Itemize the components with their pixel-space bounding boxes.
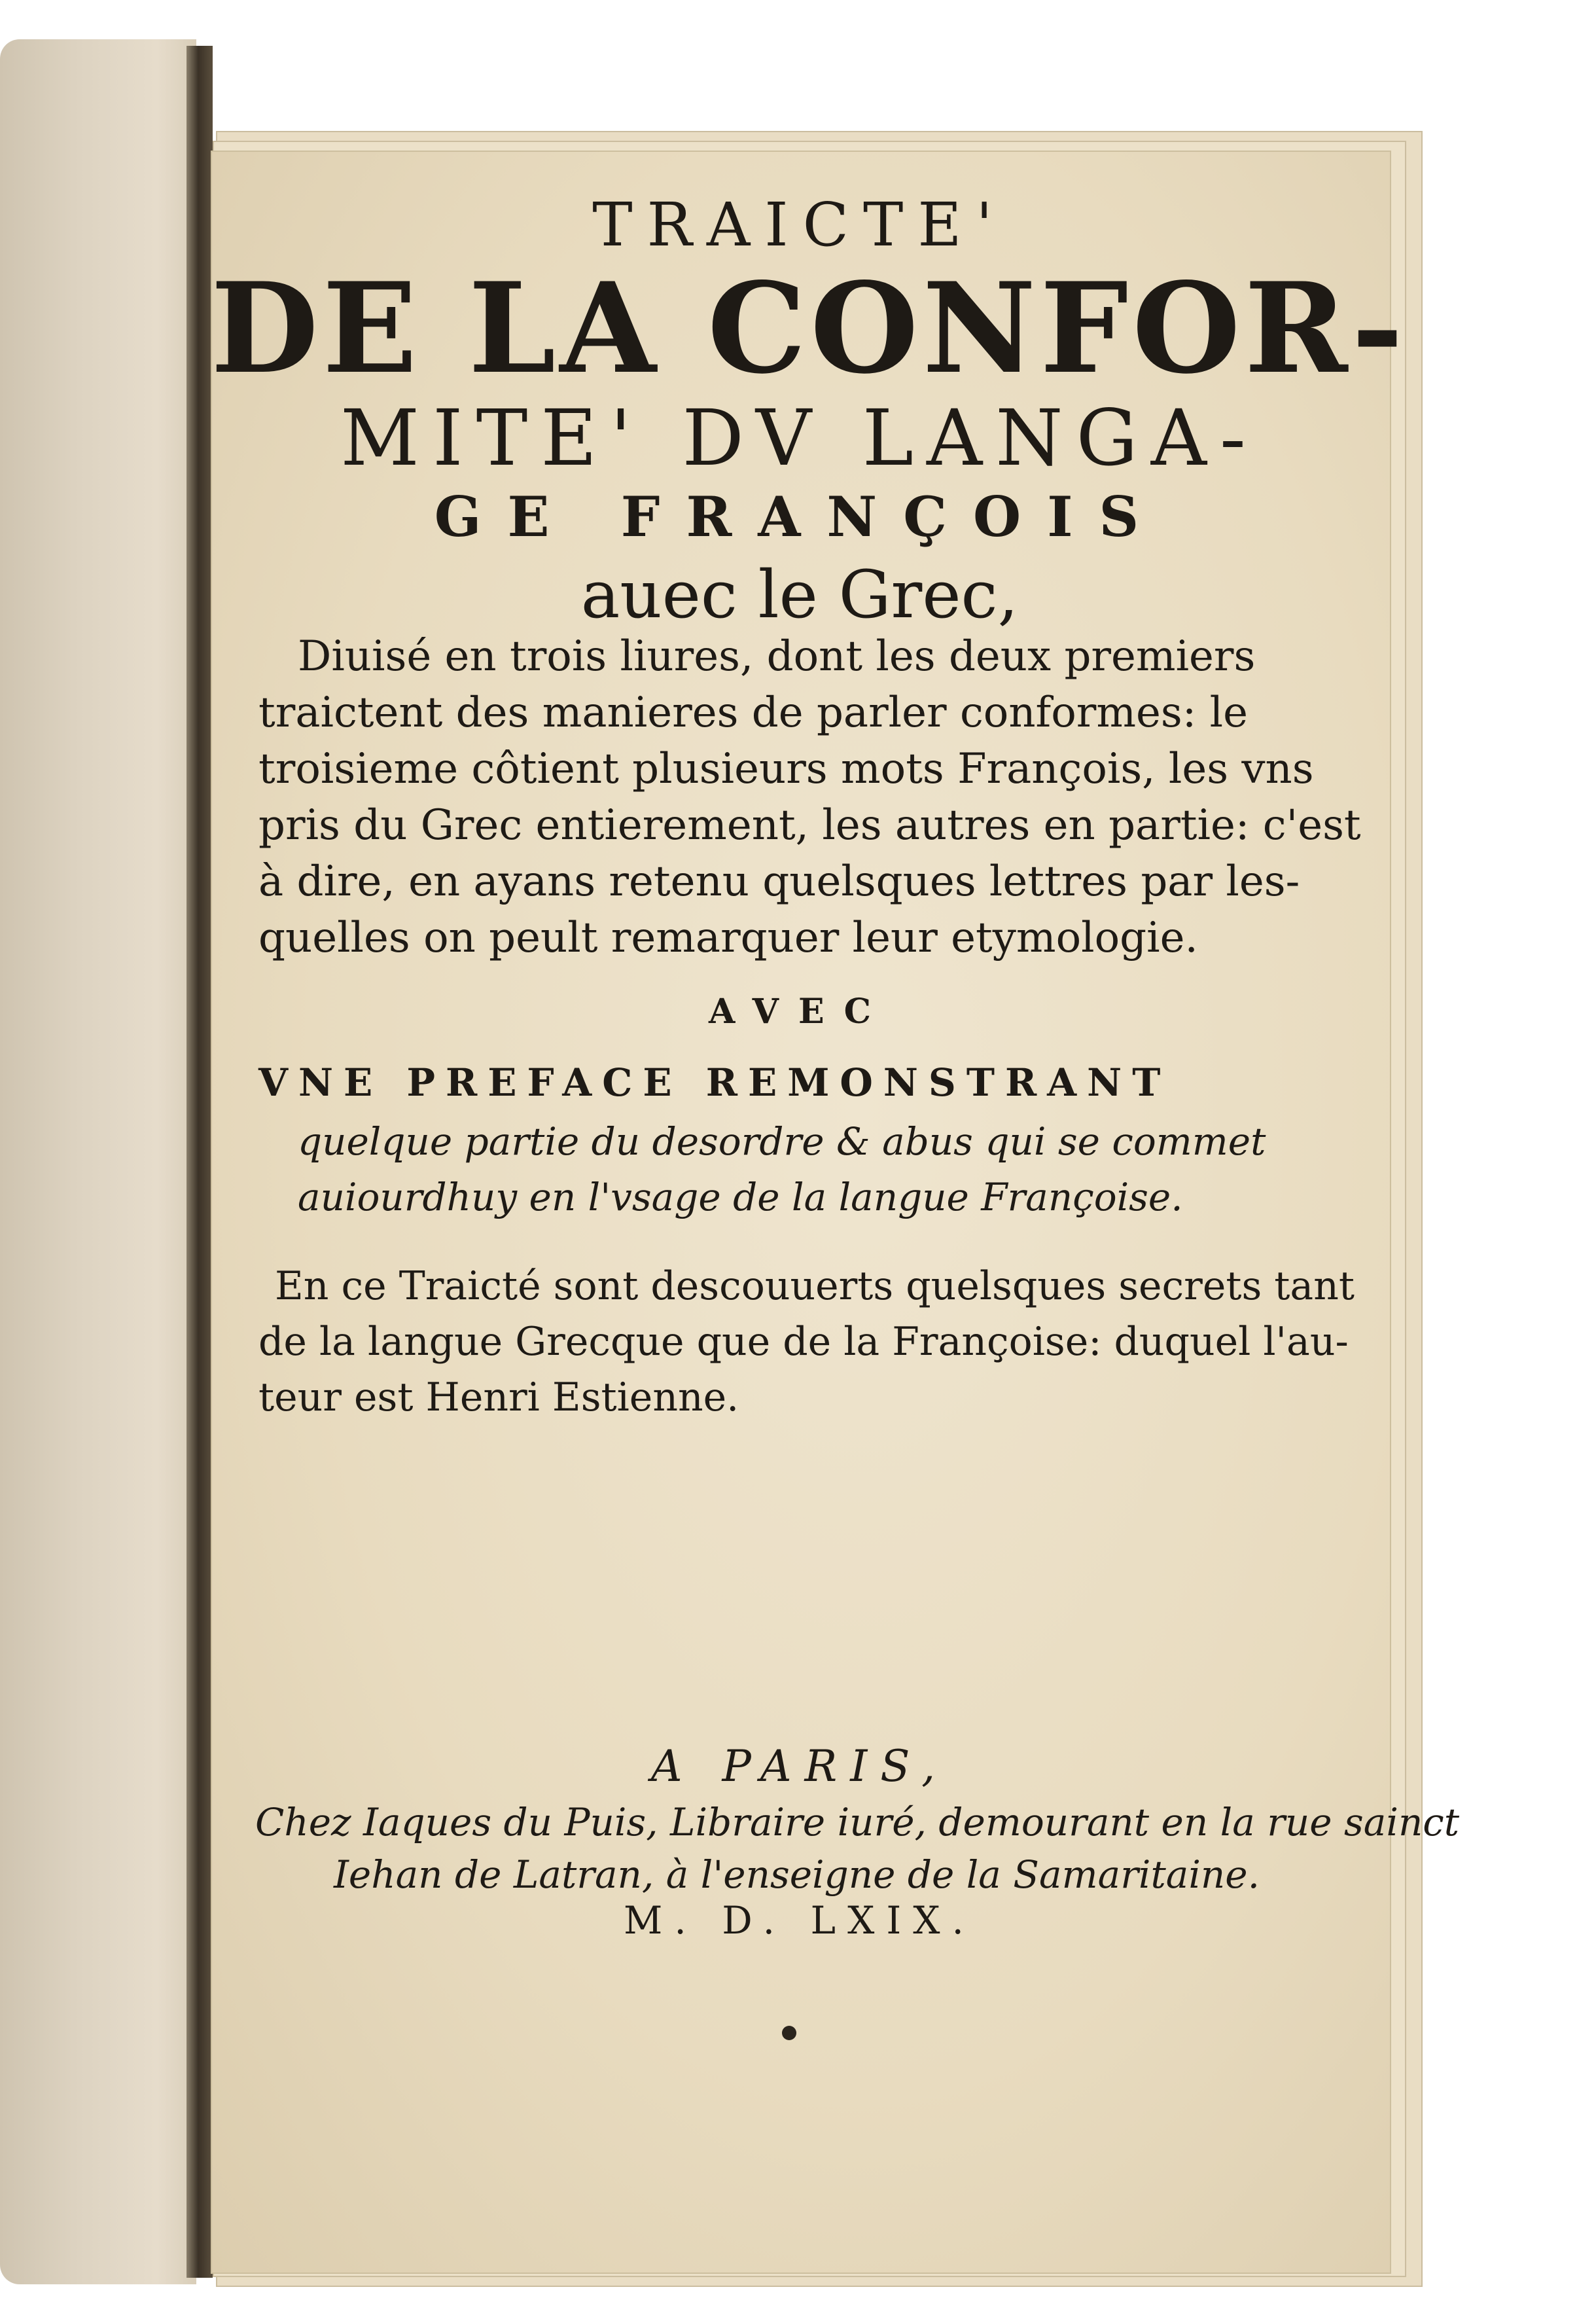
author-note-line: teur est Henri Estienne.: [258, 1375, 739, 1420]
description-line: Diuisé en trois liures, dont les deux premiers: [298, 632, 1256, 681]
title-line-3: MITE' DV LANGA-: [340, 393, 1259, 483]
avec-heading: AVEC: [709, 992, 891, 1032]
description-block: [258, 628, 1361, 966]
description-line: troisieme côtient plusieurs mots François, les vns: [258, 745, 1314, 793]
author-note-line: En ce Traicté sont descouuerts quelsques secrets tant: [275, 1263, 1355, 1309]
title-line-4: GE FRANÇOIS: [434, 484, 1165, 549]
title-line-5: auec le Grec,: [580, 556, 1019, 633]
ornament-dot-icon: [782, 2026, 796, 2040]
author-note-line: de la langue Grecque que de la Françoise: duquel l'au-: [258, 1319, 1349, 1365]
imprint-date: M. D. LXIX.: [623, 1898, 976, 1943]
imprint-line: Chez Iaques du Puis, Libraire iuré, demourant en la rue sainct: [255, 1800, 1460, 1844]
title-line-1: TRAICTE': [592, 190, 1007, 260]
preface-italic-line: quelque partie du desordre & abus qui se commet: [298, 1119, 1266, 1164]
description-line: quelles on peult remarquer leur etymologie.: [258, 914, 1198, 962]
imprint-place: A PARIS,: [650, 1741, 949, 1791]
book-spine: [186, 46, 213, 2278]
description-line: à dire, en ayans retenu quelsques lettres par les-: [258, 857, 1300, 906]
description-line: traictent des manieres de parler conformes: le: [258, 689, 1248, 737]
preface-italic-line: auiourdhuy en l'vsage de la langue Françoise.: [298, 1175, 1183, 1219]
description-line: pris du Grec entierement, les autres en partie: c'est: [258, 801, 1361, 850]
left-page: [0, 39, 196, 2284]
title-line-2: DE LA CONFOR-: [211, 255, 1408, 401]
imprint-line: Iehan de Latran, à l'enseigne de la Samaritaine.: [334, 1852, 1260, 1897]
preface-heading: VNE PREFACE REMONSTRANT: [258, 1060, 1171, 1105]
